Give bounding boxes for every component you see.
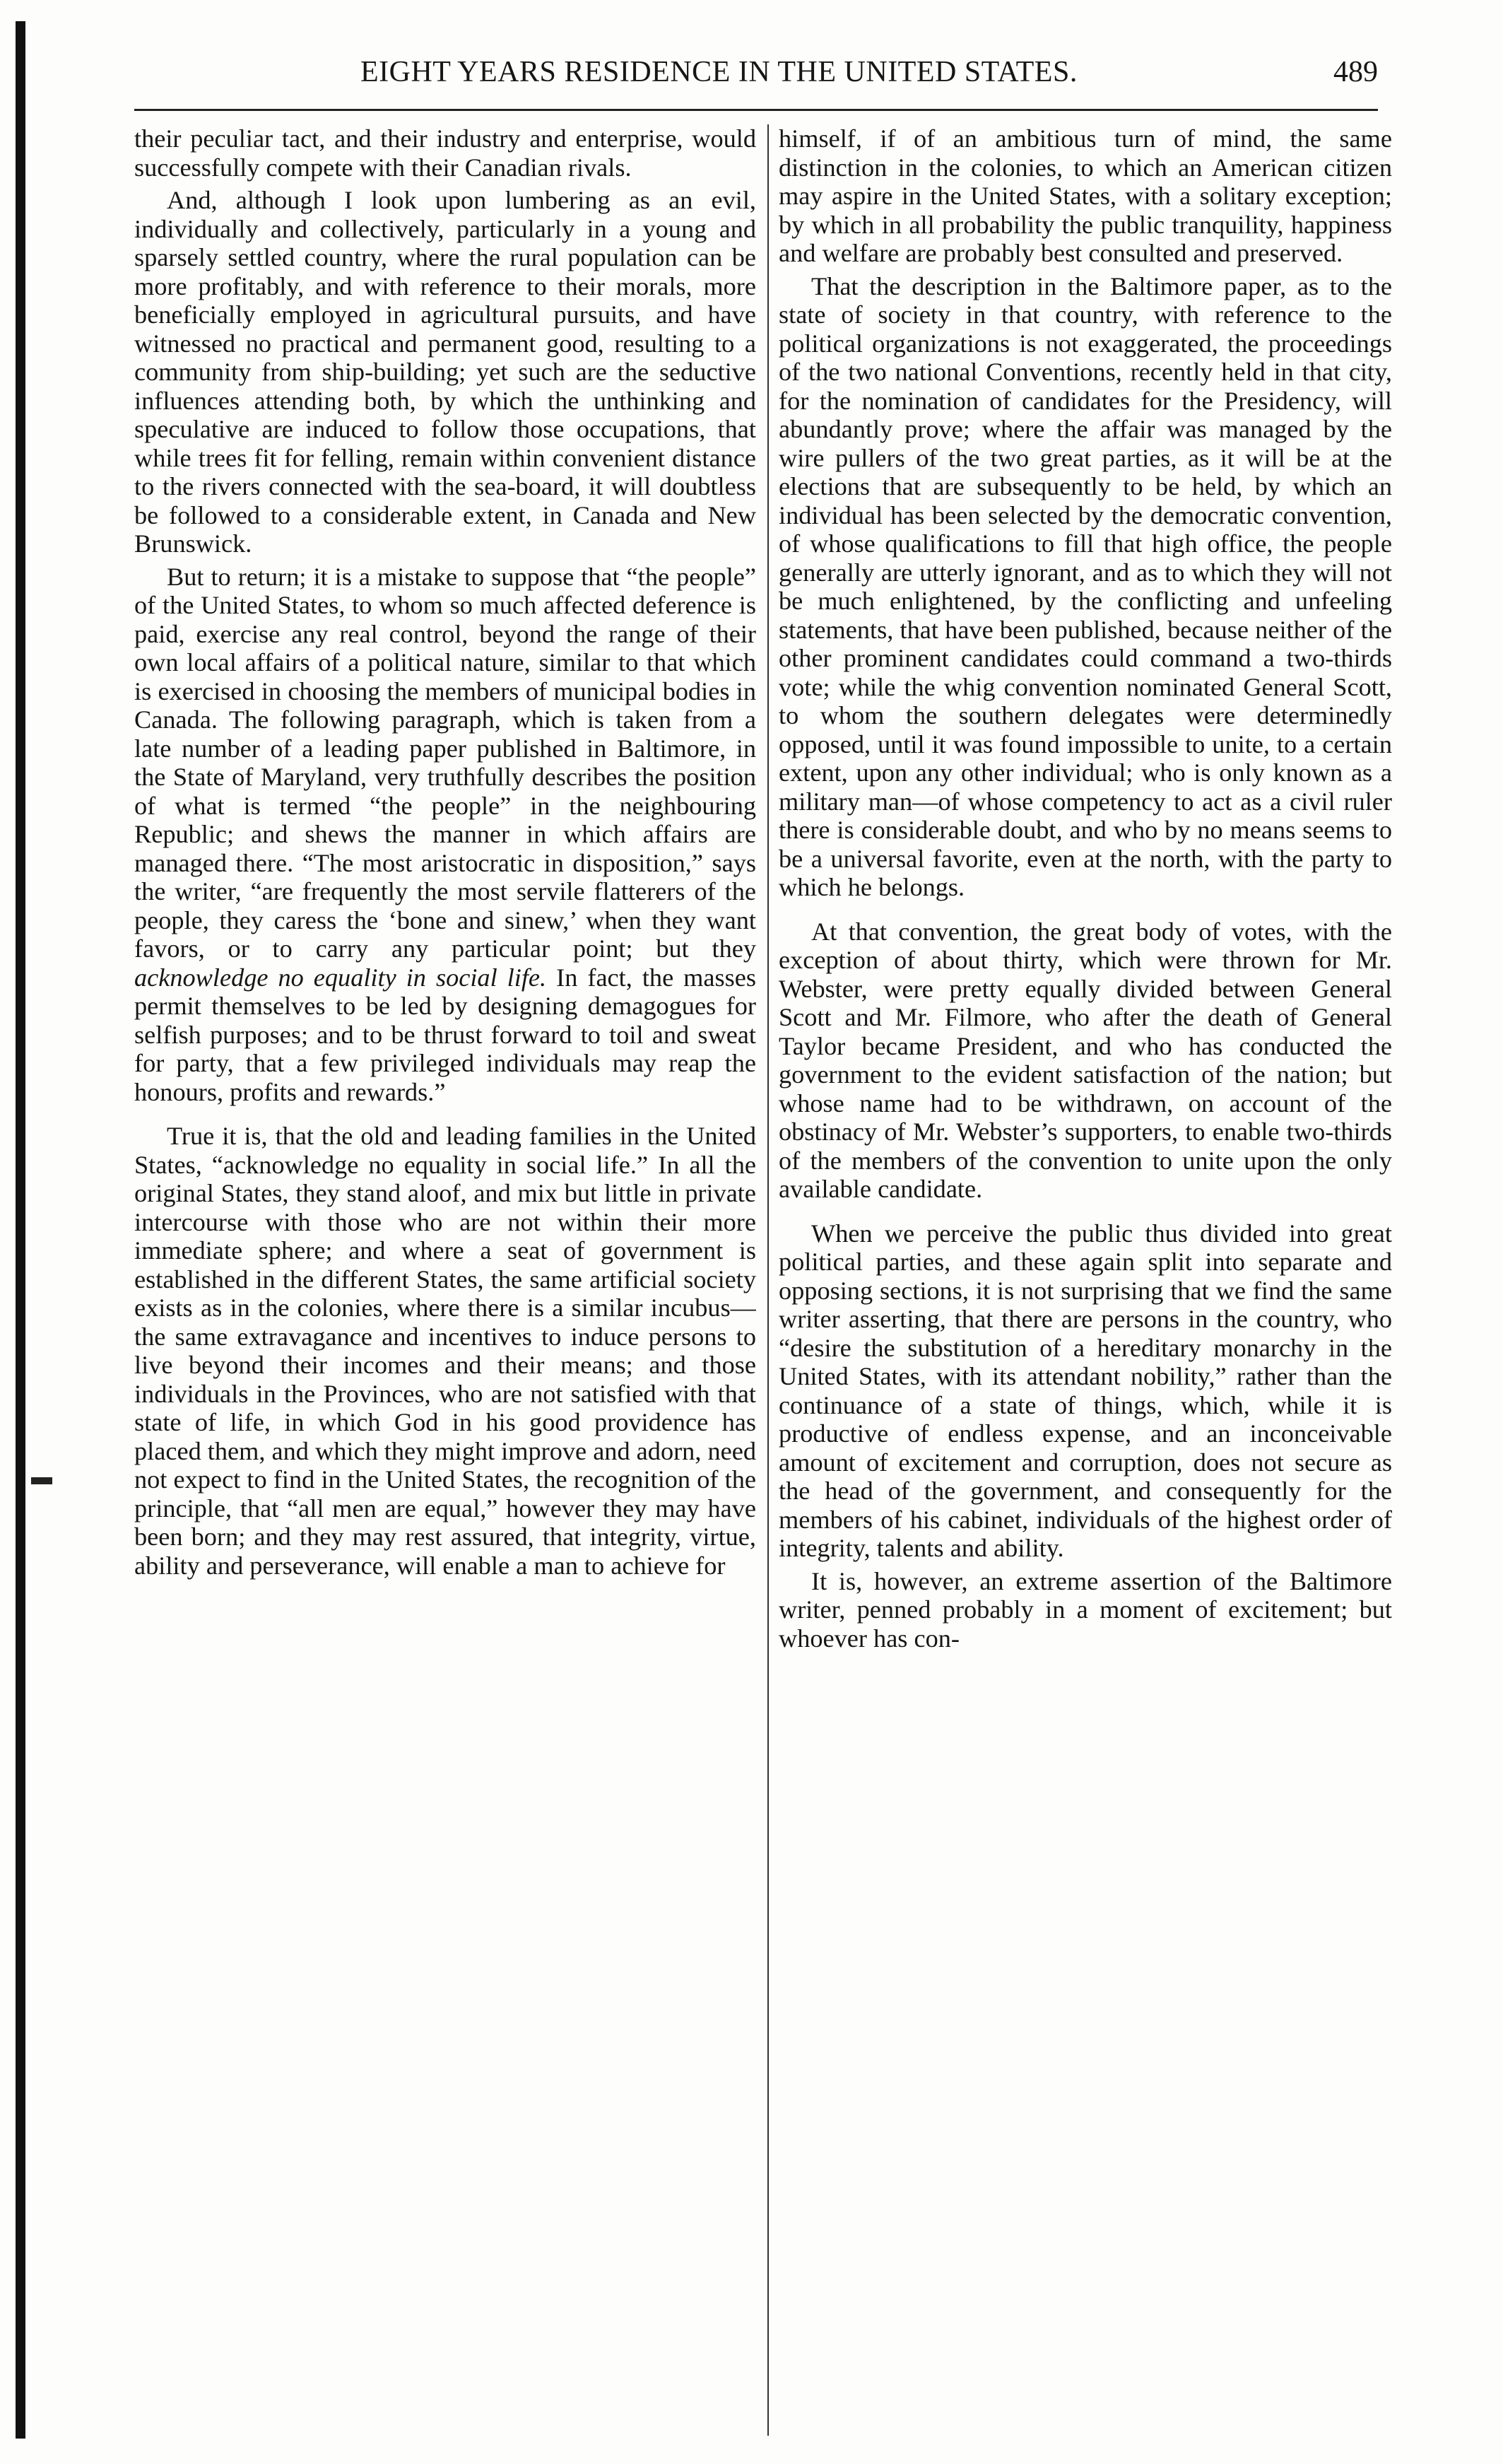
page-number: 489 [1333,56,1378,88]
page-header [134,55,1378,102]
right-paragraph-4: When we perceive the public thus divided into great political parties, and these again split into separate and opposing sections, it is not surprising that we find the same writer asserting, that there are persons in the country, who “desire the substitution of a hereditary monarchy in the United States, with its attendant nobility,” rather than the continuance of a state of things, which, while it is productive of endless expense, and an inconceivable amount of excitement and corruption, does not secure as the head of the government, and consequently for the members of his cabinet, individuals of the highest order of integrity, talents and ability. [779,1219,1392,1562]
left-paragraph-2: And, although I look upon lumbering as an evil, individually and collectively, particularly in a young and sparsely settled country, where the rural population can be more profitably, and with reference to their morals, more beneficially employed in agricultural pursuits, and have witnessed no practical and permanent good, resulting to a community from ship-building; yet such are the seductive influences attending both, by which the unthinking and speculative are induced to follow those occupations, that while trees fit for felling, remain within convenient distance to the rivers connected with the sea-board, it will doubtless be followed to a considerable extent, in Canada and New Brunswick. [134,186,756,558]
left-paragraph-3-italic: acknowledge no equality in social life. [134,963,547,992]
scan-edge-bar [16,21,25,2439]
running-head: EIGHT YEARS RESIDENCE IN THE UNITED STATES. [360,56,1078,88]
left-paragraph-4: True it is, that the old and leading families in the United States, “acknowledge no equality in social life.” In all the original States, they stand aloof, and mix but little in private intercourse with those who are not within their more immediate sphere; and where a seat of government is established in the different States, the same artificial society exists as in the colonies, where there is a similar incubus—the same extravagance and incentives to induce persons to live beyond their incomes and their means; and those individuals in the Provinces, who are not satisfied with that state of life, in which God in his good providence has placed them, and which they might improve and adorn, need not expect to find in the United States, the recognition of the principle, that “all men are equal,” however they may have been born; and they may rest assured, that integrity, virtue, ability and perseverance, will enable a man to achieve for [134,1122,756,1580]
right-paragraph-2: That the description in the Baltimore paper, as to the state of society in that country, with reference to the political organizations is not exaggerated, the proceedings of the two national Conventions, recently held in that city, for the nomination of candidates for the Presidency, will abundantly prove; where the affair was managed by the wire pullers of the two great parties, as it will be at the elections that are subsequently to be held, by which an individual has been selected by the democratic convention, of whose qualifications to fill that high office, the people generally are utterly ignorant, and as to which they will not be much enlightened, by the conflicting and unfeeling statements, that have been published, because neither of the other prominent candidates could command a two-thirds vote; while the whig convention nominated General Scott, to whom the southern delegates were determinedly opposed, until it was found impossible to unite, to a certain extent, upon any other individual; who is only known as a military man—of whose competency to act as a civil ruler there is considerable doubt, and who by no means seems to be a universal favorite, even at the north, with the party to which he belongs. [779,271,1392,901]
right-column [779,124,1392,2443]
left-paragraph-1: their peculiar tact, and their industry and enterprise, would successfully compete with their Canadian rivals. [134,124,756,182]
right-paragraph-1: himself, if of an ambitious turn of mind, the same distinction in the colonies, to which an American citizen may aspire in the United States, with a solitary exception; by which in all probability the public tranquility, happiness and welfare are probably best consulted and preserved. [779,124,1392,267]
header-rule [134,109,1378,111]
right-paragraph-5: It is, however, an extreme assertion of the Baltimore writer, penned probably in a moment of excitement; but whoever has con- [779,1566,1392,1653]
column-rule [767,124,769,2436]
left-paragraph-3-text-a: But to return; it is a mistake to suppose that “the people” of the United States, to whom so much affected deference is paid, exercise any real control, beyond the range of their own local affairs of a political nature, similar to that which is exercised in choosing the members of municipal bodies in Canada. The following paragraph, which is taken from a late number of a leading paper published in Baltimore, in the State of Maryland, very truthfully describes the position of what is termed “the people” in the neighbouring Republic; and shews the manner in which affairs are managed there. “The most aristocratic in disposition,” says the writer, “are frequently the most servile flatterers of the people, they caress the ‘bone and sinew,’ when they want favors, or to carry any particular point; but they [134,562,756,963]
left-paragraph-3 [134,563,756,1107]
left-column [134,124,756,2443]
scan-edge-mark [31,1477,52,1484]
right-paragraph-3: At that convention, the great body of votes, with the exception of about thirty, which were thrown for Mr. Webster, were pretty equally divided between General Scott and Mr. Filmore, who after the death of General Taylor became President, and who has conducted the government to the evident satisfaction of the nation; but whose name had to be withdrawn, on account of the obstinacy of Mr. Webster’s supporters, to enable two-thirds of the members of the convention to unite upon the only available candidate. [779,917,1392,1203]
left-paragraph-3-text-b: In fact, the masses permit themselves to be led by designing demagogues for selfish purposes; and to be thrust forward to toil and sweat for party, that a few privileged individuals may reap the honours, profits and rewards.” [134,963,756,1106]
